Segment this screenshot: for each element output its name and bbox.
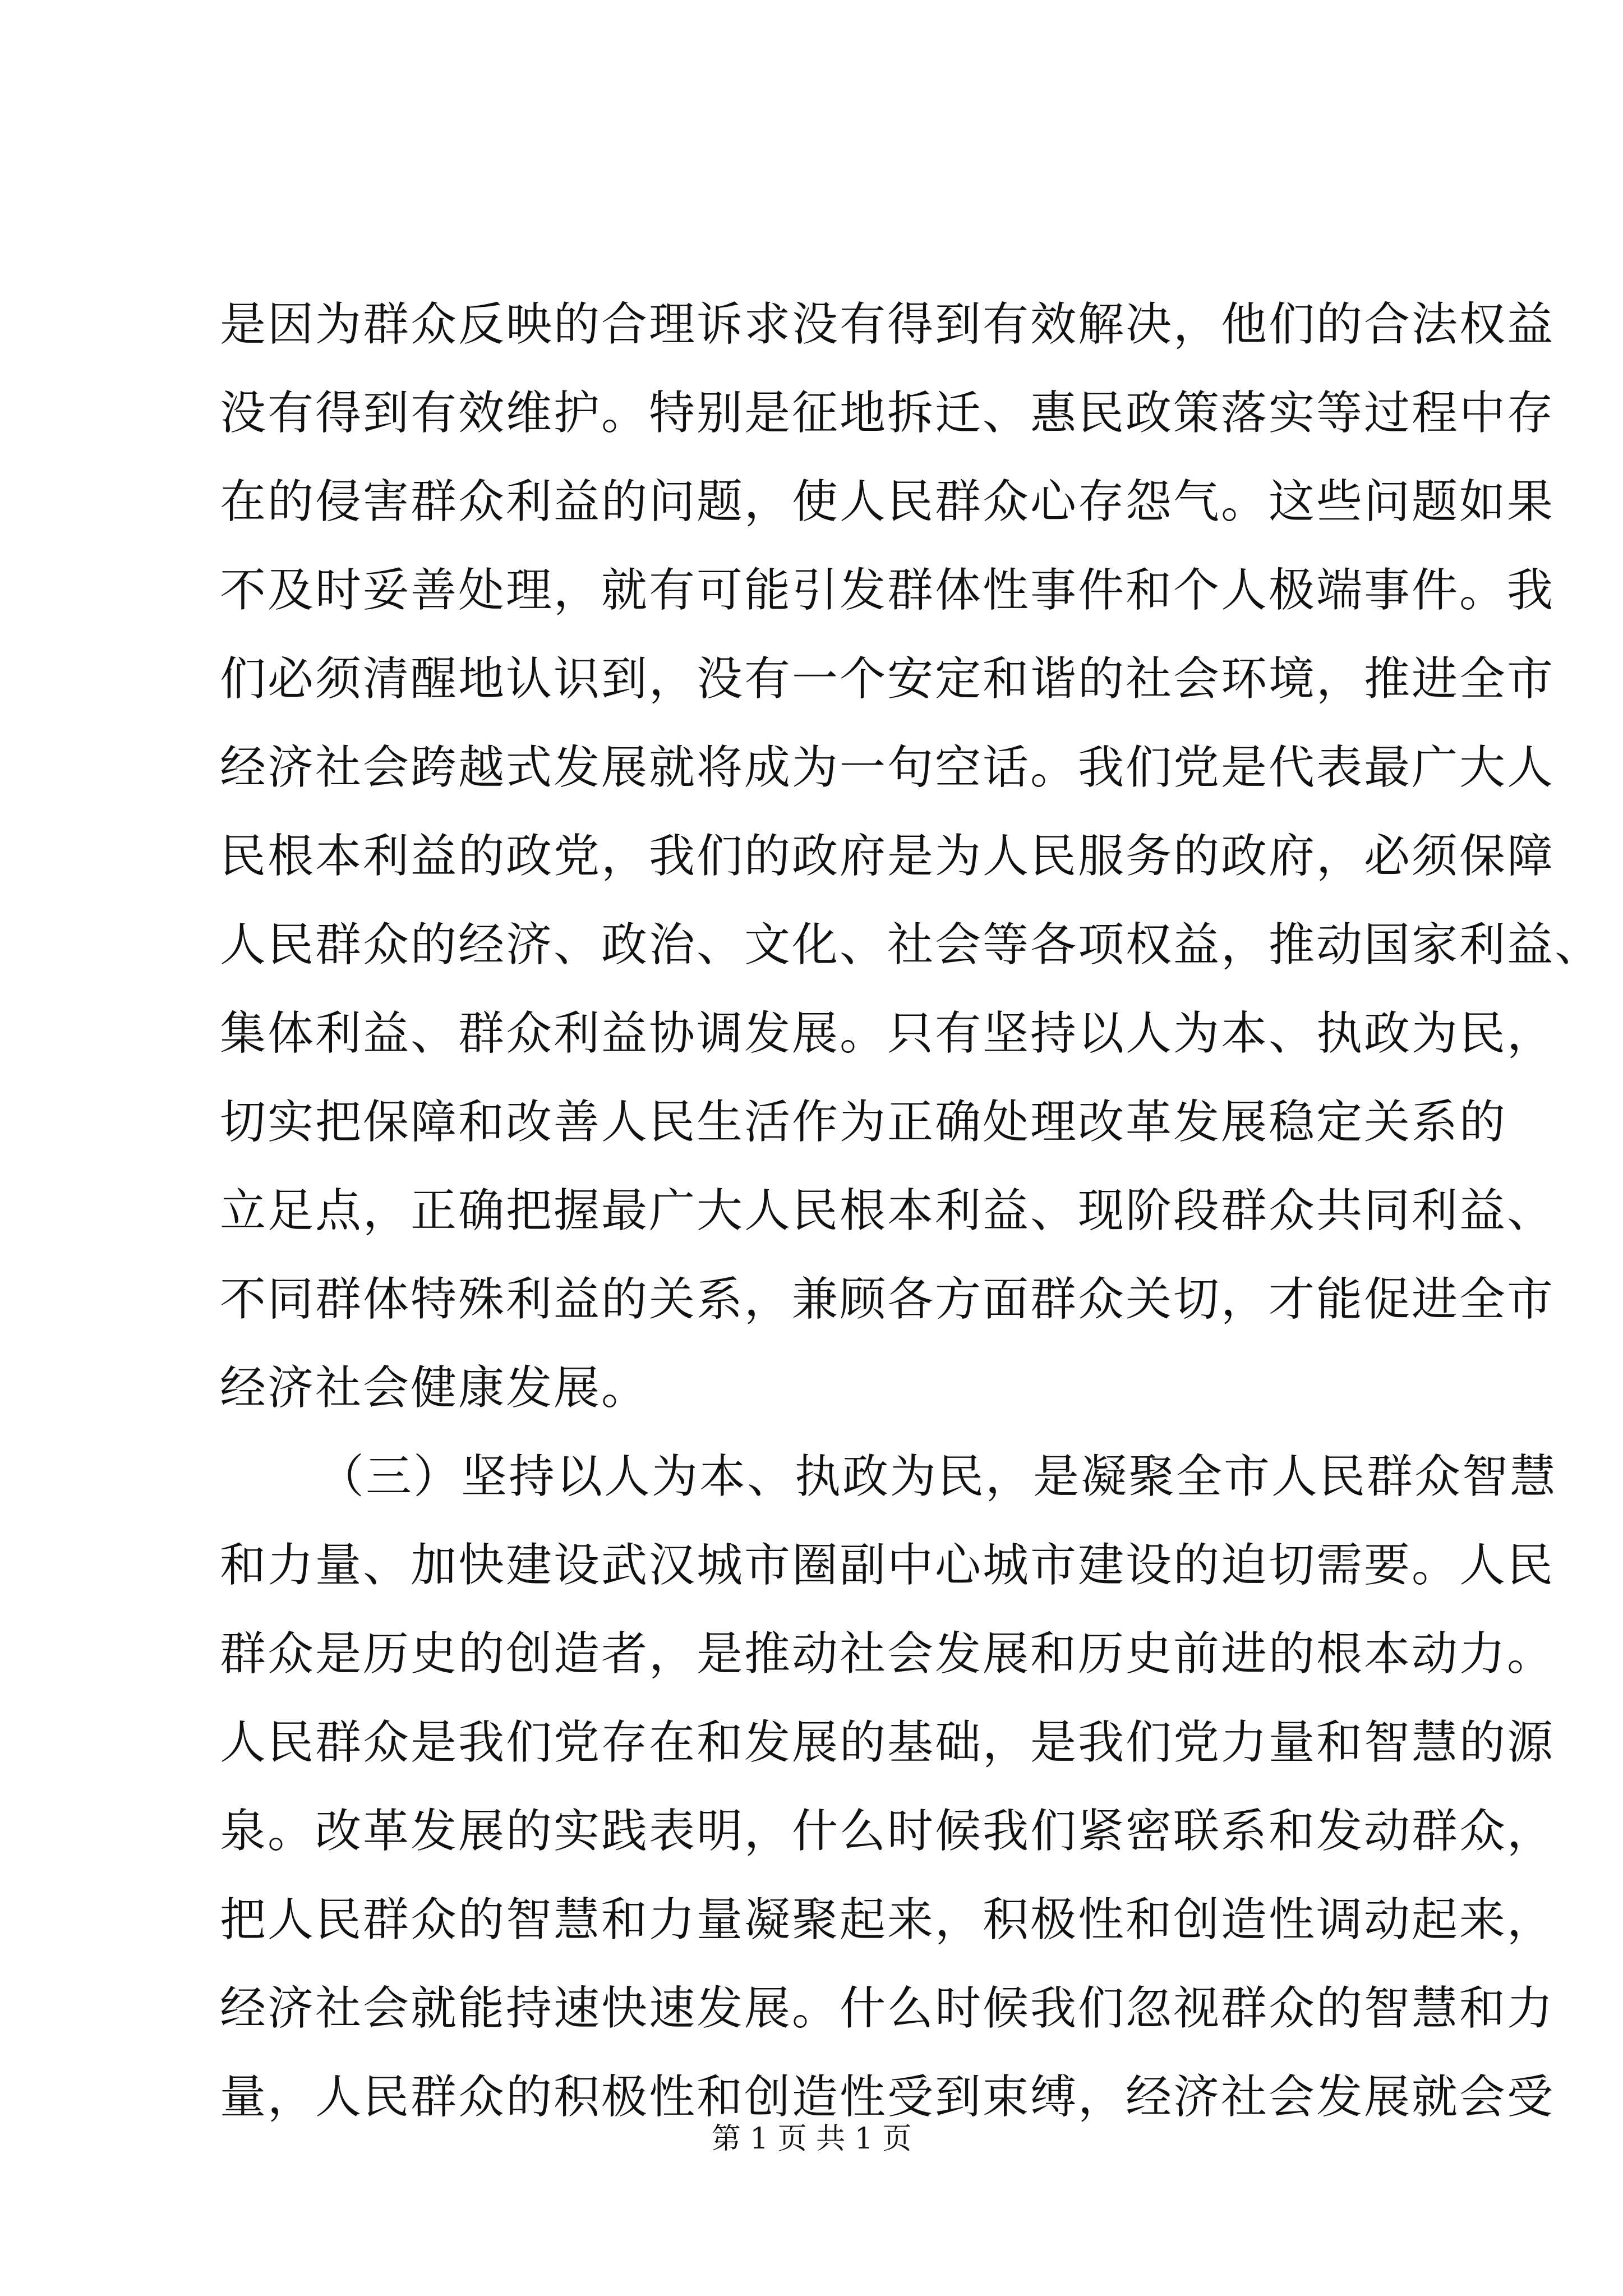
text-line: 群众是历史的创造者，是推动社会发展和历史前进的根本动力。 (220, 1627, 1555, 1681)
text-line: 人民群众的经济、政治、文化、社会等各项权益，推动国家利益、 (220, 918, 1603, 972)
body-text (220, 280, 1603, 2142)
text-line: 和力量、加快建设武汉城市圈副中心城市建设的迫切需要。人民 (220, 1539, 1555, 1592)
text-line: 经济社会跨越式发展就将成为一句空话。我们党是代表最广大人 (220, 741, 1555, 794)
text-line: 量，人民群众的积极性和创造性受到束缚，经济社会发展就会受 (220, 2070, 1555, 2124)
text-line: 把人民群众的智慧和力量凝聚起来，积极性和创造性调动起来， (220, 1893, 1555, 1947)
text-line: 泉。改革发展的实践表明，什么时候我们紧密联系和发动群众， (220, 1805, 1555, 1858)
text-line: 立足点，正确把握最广大人民根本利益、现阶段群众共同利益、 (220, 1184, 1555, 1237)
text-line: 经济社会就能持速快速发展。什么时候我们忽视群众的智慧和力 (220, 1982, 1555, 2035)
text-line: 民根本利益的政党，我们的政府是为人民服务的政府，必须保障 (220, 830, 1555, 883)
text-line: 在的侵害群众利益的问题，使人民群众心存怨气。这些问题如果 (220, 475, 1555, 528)
text-line: 切实把保障和改善人民生活作为正确处理改革发展稳定关系的 (220, 1096, 1507, 1149)
text-line: 不及时妥善处理，就有可能引发群体性事件和个人极端事件。我 (220, 564, 1555, 617)
paragraph-last-line: 经济社会健康发展。 (220, 1361, 649, 1415)
text-line: 们必须清醒地认识到，没有一个安定和谐的社会环境，推进全市 (220, 652, 1555, 706)
section-heading-line: （三）坚持以人为本、执政为民，是凝聚全市人民群众智慧 (318, 1450, 1558, 1503)
text-line: 不同群体特殊利益的关系，兼顾各方面群众关切，才能促进全市 (220, 1273, 1555, 1326)
page-number-footer: 第 1 页 共 1 页 (711, 2122, 912, 2156)
text-line: 集体利益、群众利益协调发展。只有坚持以人为本、执政为民， (220, 1007, 1555, 1060)
text-line: 没有得到有效维护。特别是征地拆迁、惠民政策落实等过程中存 (220, 386, 1555, 440)
text-line: 是因为群众反映的合理诉求没有得到有效解决，他们的合法权益 (220, 298, 1555, 351)
text-line: 人民群众是我们党存在和发展的基础，是我们党力量和智慧的源 (220, 1716, 1555, 1769)
